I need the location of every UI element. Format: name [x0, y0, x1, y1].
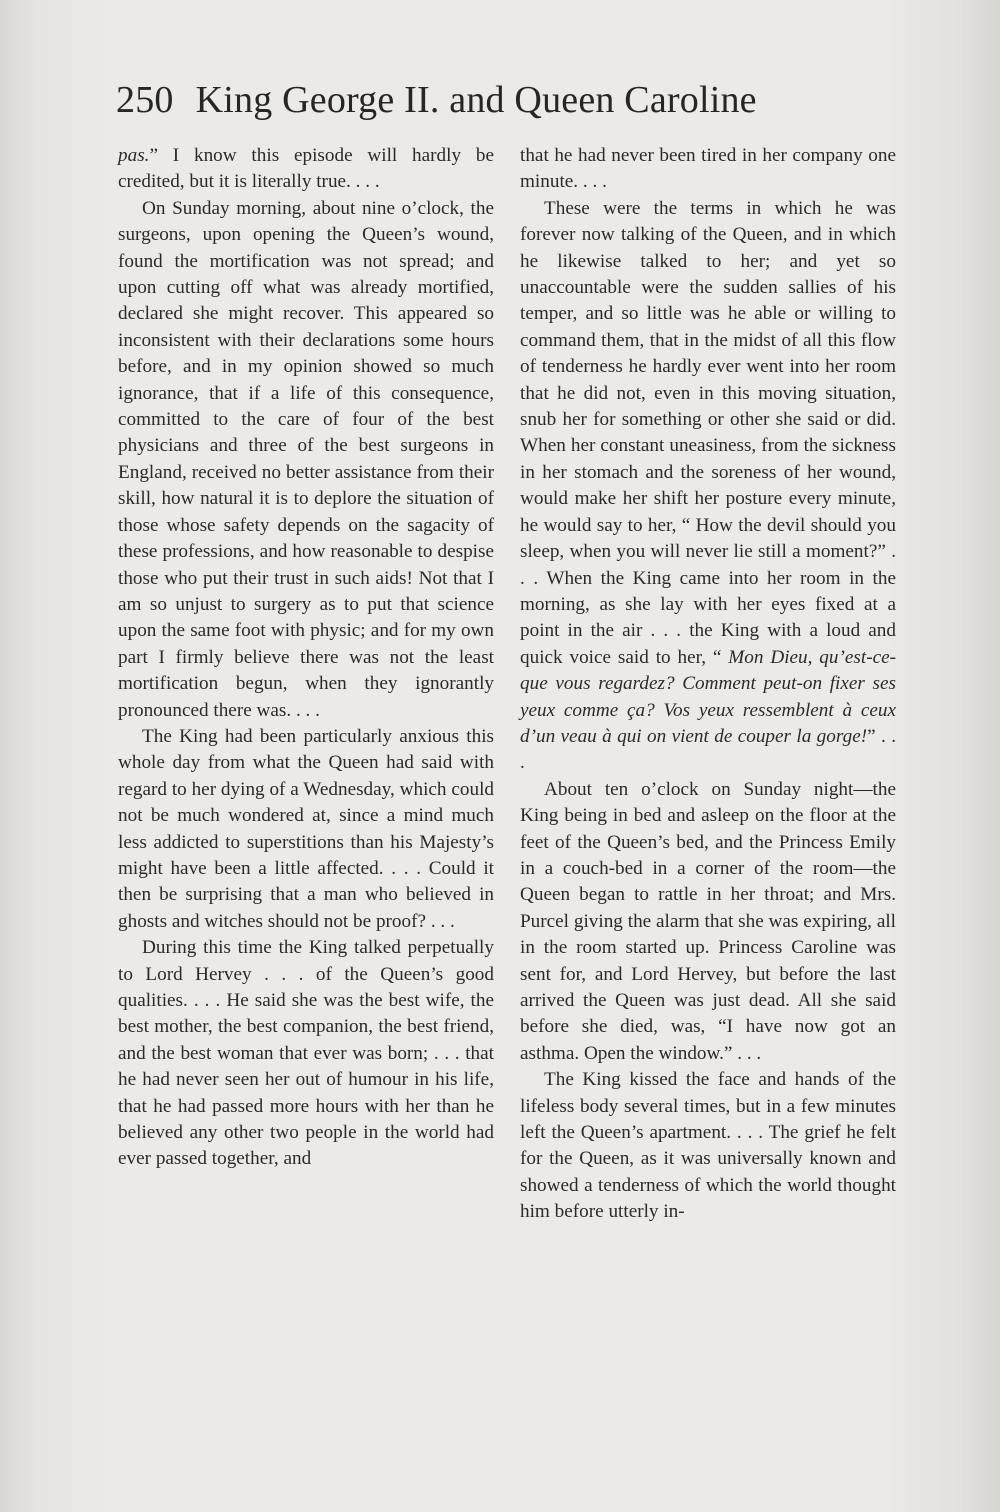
paragraph-text: The King had been particularly anxious this whole day from what the Queen had said with regard to her dying of a Wednesday, which could not be much wondered at, since a mind much less addicted to superstitions than his Majesty’s might have been a little affected. . . . Could it then be surprising that a man who believed in ghosts and witches should not be proof? . . . [118, 725, 494, 932]
paragraph-text: About ten o’clock on Sunday night—the King being in bed and asleep on the floor at the feet of the Queen’s bed, and the Princess Emily in a couch-bed in a corner of the room—the Queen began to rattle in her throat; and Mrs. Purcel giving the alarm that she was expiring, all in the room started up. Princess Caroline was sent for, and Lord Hervey, but before the last arrived the Queen was just dead. All she said before she died, was, “I have now got an asthma. Open the window.” . . . [520, 778, 896, 1064]
paragraph [520, 1067, 896, 1225]
paragraph [520, 196, 896, 777]
paragraph [118, 196, 494, 724]
left-text-column [118, 143, 494, 1173]
paragraph-text: ” I know this episode will hardly be credited, but it is literally true. . . . [118, 145, 494, 193]
paragraph-text: These were the terms in which he was forever now talking of the Queen, and in which he likewise talked to her; and yet so unaccountable were the sudden sallies of his temper, and so little was he able or willing to command them, that in the midst of all this flow of tenderness he hardly ever went into her room that he did not, even in this moving situation, snub her for something or other she said or did. When her constant uneasiness, from the sickness in her stomach and the soreness of her wound, would make her shift her posture every minute, he would say to her, “ How the devil should you sleep, when you will never lie still a moment?” . . . When the King came into her room in the morning, as she lay with her eyes fixed at a point in the air . . . the King with a loud and quick voice said to her, “ [520, 197, 896, 668]
running-header [116, 78, 896, 122]
right-text-column [520, 143, 896, 1226]
paragraph [118, 143, 494, 196]
page-number: 250 [116, 79, 174, 121]
paragraph-text: During this time the King talked perpetually to Lord Hervey . . . of the Queen’s good qualities. . . . He said she was the best wife, the best mother, the best companion, the best friend, and the best woman that ever was born; . . . that he had never seen her out of humour in his life, that he had passed more hours with her than he believed any other two people in the world had ever passed together, and [118, 937, 494, 1170]
paragraph-text: that he had never been tired in her company one minute. . . . [520, 145, 896, 193]
paragraph [520, 777, 896, 1067]
paragraph [520, 143, 896, 196]
italic-text: Mon Dieu, qu’est-ce-que vous regardez? Comment peut-on fixer ses yeux comme ça? Vos yeux ressemblent à ceux d’un veau à qui on vient de couper la gorge! [520, 646, 897, 747]
paragraph-text: On Sunday morning, about nine o’clock, the surgeons, upon opening the Queen’s wound, found the mortification was not spread; and upon cutting off what was already mortified, declared she might recover. This appeared so inconsistent with their declarations some hours before, and in my opinion showed so much ignorance, that if a life of this consequence, committed to the care of four of the best physicians and three of the best surgeons in England, received no better assistance from their skill, how natural it is to deplore the situation of those whose safety depends on the sagacity of these professions, and how reasonable to despise those who put their trust in such aids! Not that I am so unjust to surgery as to put that science upon the same foot with physic; and for my own part I firmly believe there was not the least mortification begun, when they ignorantly pronounced there was. . . . [118, 197, 494, 721]
paragraph-text: The King kissed the face and hands of the lifeless body several times, but in a few minutes left the Queen’s apartment. . . . The grief he felt for the Queen, as it was universally known and showed a tenderness of which the world thought him before utterly in- [520, 1069, 896, 1223]
italic-text: pas. [118, 145, 150, 166]
paragraph [118, 724, 494, 935]
paragraph [118, 935, 494, 1173]
paragraph-text: ” . . . [520, 725, 896, 774]
running-title: King George II. and Queen Caroline [195, 79, 757, 121]
